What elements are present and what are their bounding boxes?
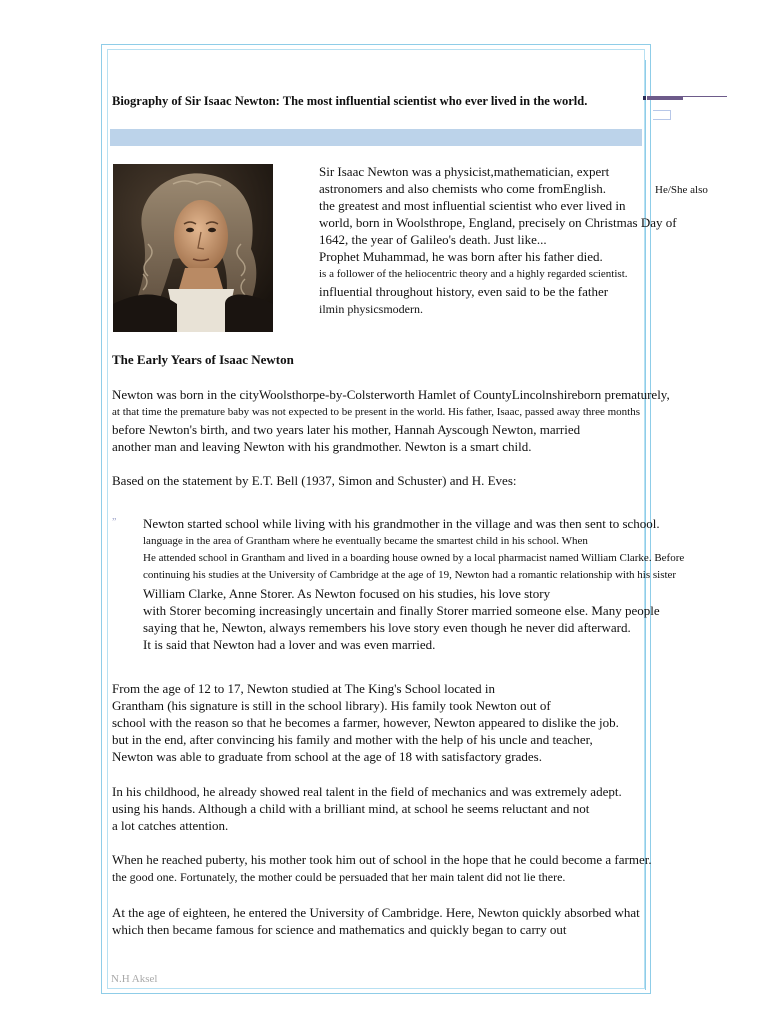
quote-line-8: It is said that Newton had a lover and was even married. bbox=[143, 637, 436, 652]
intro-line-9: ilmin physicsmodern. bbox=[319, 302, 423, 316]
quote-line-7: saying that he, Newton, always remembers his love story even though he never did afterward. bbox=[143, 620, 631, 635]
intro-line-7: is a follower of the heliocentric theory and a highly regarded scientist. bbox=[319, 268, 628, 280]
quote-line-5: William Clarke, Anne Storer. As Newton focused on his studies, his love story bbox=[143, 586, 551, 601]
para2-line-2: using his hands. Although a child with a brilliant mind, at school he seems reluctant and not bbox=[112, 801, 590, 816]
para1-line-5: Newton was able to graduate from school at the age of 18 with satisfactory grades. bbox=[112, 749, 542, 764]
intro-line-3: the greatest and most influential scientist who ever lived in bbox=[319, 198, 626, 213]
para1-line-2: Grantham (his signature is still in the school library). His family took Newton out of bbox=[112, 698, 551, 713]
para3-line-2: the good one. Fortunately, the mother could be persuaded that her main talent did not lie there. bbox=[112, 870, 566, 884]
footer-author: N.H Aksel bbox=[111, 973, 158, 985]
quote-line-6: with Storer becoming increasingly uncertain and finally Storer married someone else. Many people bbox=[143, 603, 660, 618]
header-decoration-box bbox=[653, 110, 671, 120]
intro-line-1: Sir Isaac Newton was a physicist,mathematician, expert bbox=[319, 164, 610, 179]
para3-line-1: When he reached puberty, his mother took him out of school in the hope that he could become a farmer. bbox=[112, 852, 652, 867]
early-line-2: at that time the premature baby was not expected to be present in the world. His father, Isaac, passed away three months bbox=[112, 406, 640, 418]
document-title: Biography of Sir Isaac Newton: The most influential scientist who ever lived in the world. bbox=[112, 94, 588, 108]
quote-line-2: language in the area of Grantham where he eventually became the smartest child in his school. When bbox=[143, 535, 588, 547]
intro-line-8: influential throughout history, even said to be the father bbox=[319, 284, 609, 299]
early-line-3: before Newton's birth, and two years later his mother, Hannah Ayscough Newton, married bbox=[112, 422, 581, 437]
intro-line-5: 1642, the year of Galileo's death. Just like... bbox=[319, 232, 547, 247]
quote-line-4: continuing his studies at the University of Cambridge at the age of 19, Newton had a romantic relationship with his sister bbox=[143, 569, 677, 581]
para2-line-1: In his childhood, he already showed real talent in the field of mechanics and was extremely adept. bbox=[112, 784, 622, 799]
quote-line-1: Newton started school while living with his grandmother in the village and was then sent to school. bbox=[143, 516, 660, 531]
intro-line-2: astronomers and also chemists who come fromEnglish. bbox=[319, 181, 607, 196]
quote-bullet-mark: ” bbox=[112, 517, 117, 528]
title-band bbox=[110, 129, 642, 146]
intro-line-6: Prophet Muhammad, he was born after his father died. bbox=[319, 249, 603, 264]
intro-line-4: world, born in Woolsthrope, England, precisely on Christmas Day of bbox=[319, 215, 677, 230]
para1-line-1: From the age of 12 to 17, Newton studied at The King's School located in bbox=[112, 681, 496, 696]
early-line-4: another man and leaving Newton with his grandmother. Newton is a smart child. bbox=[112, 439, 532, 454]
para4-line-2: which then became famous for science and mathematics and quickly began to carry out bbox=[112, 922, 567, 937]
early-years-heading: The Early Years of Isaac Newton bbox=[112, 352, 294, 367]
newton-portrait-image bbox=[113, 164, 273, 332]
intro-line-2-aside: He/She also bbox=[655, 184, 708, 196]
para4-line-1: At the age of eighteen, he entered the University of Cambridge. Here, Newton quickly absorbed what bbox=[112, 905, 640, 920]
para1-line-4: but in the end, after convincing his family and mother with the help of his uncle and teacher, bbox=[112, 732, 593, 747]
quote-line-3: He attended school in Grantham and lived in a boarding house owned by a local pharmacist named William Clarke. Before bbox=[143, 552, 685, 564]
header-decoration-dot bbox=[643, 96, 646, 100]
source-statement: Based on the statement by E.T. Bell (1937, Simon and Schuster) and H. Eves: bbox=[112, 473, 517, 488]
header-decoration-bar bbox=[647, 96, 683, 100]
para1-line-3: school with the reason so that he becomes a farmer, however, Newton appeared to dislike the job. bbox=[112, 715, 619, 730]
para2-line-3: a lot catches attention. bbox=[112, 818, 229, 833]
early-line-1: Newton was born in the cityWoolsthorpe-by-Colsterworth Hamlet of CountyLincolnshireborn prematurely, bbox=[112, 387, 670, 402]
header-decoration-line bbox=[683, 96, 727, 97]
